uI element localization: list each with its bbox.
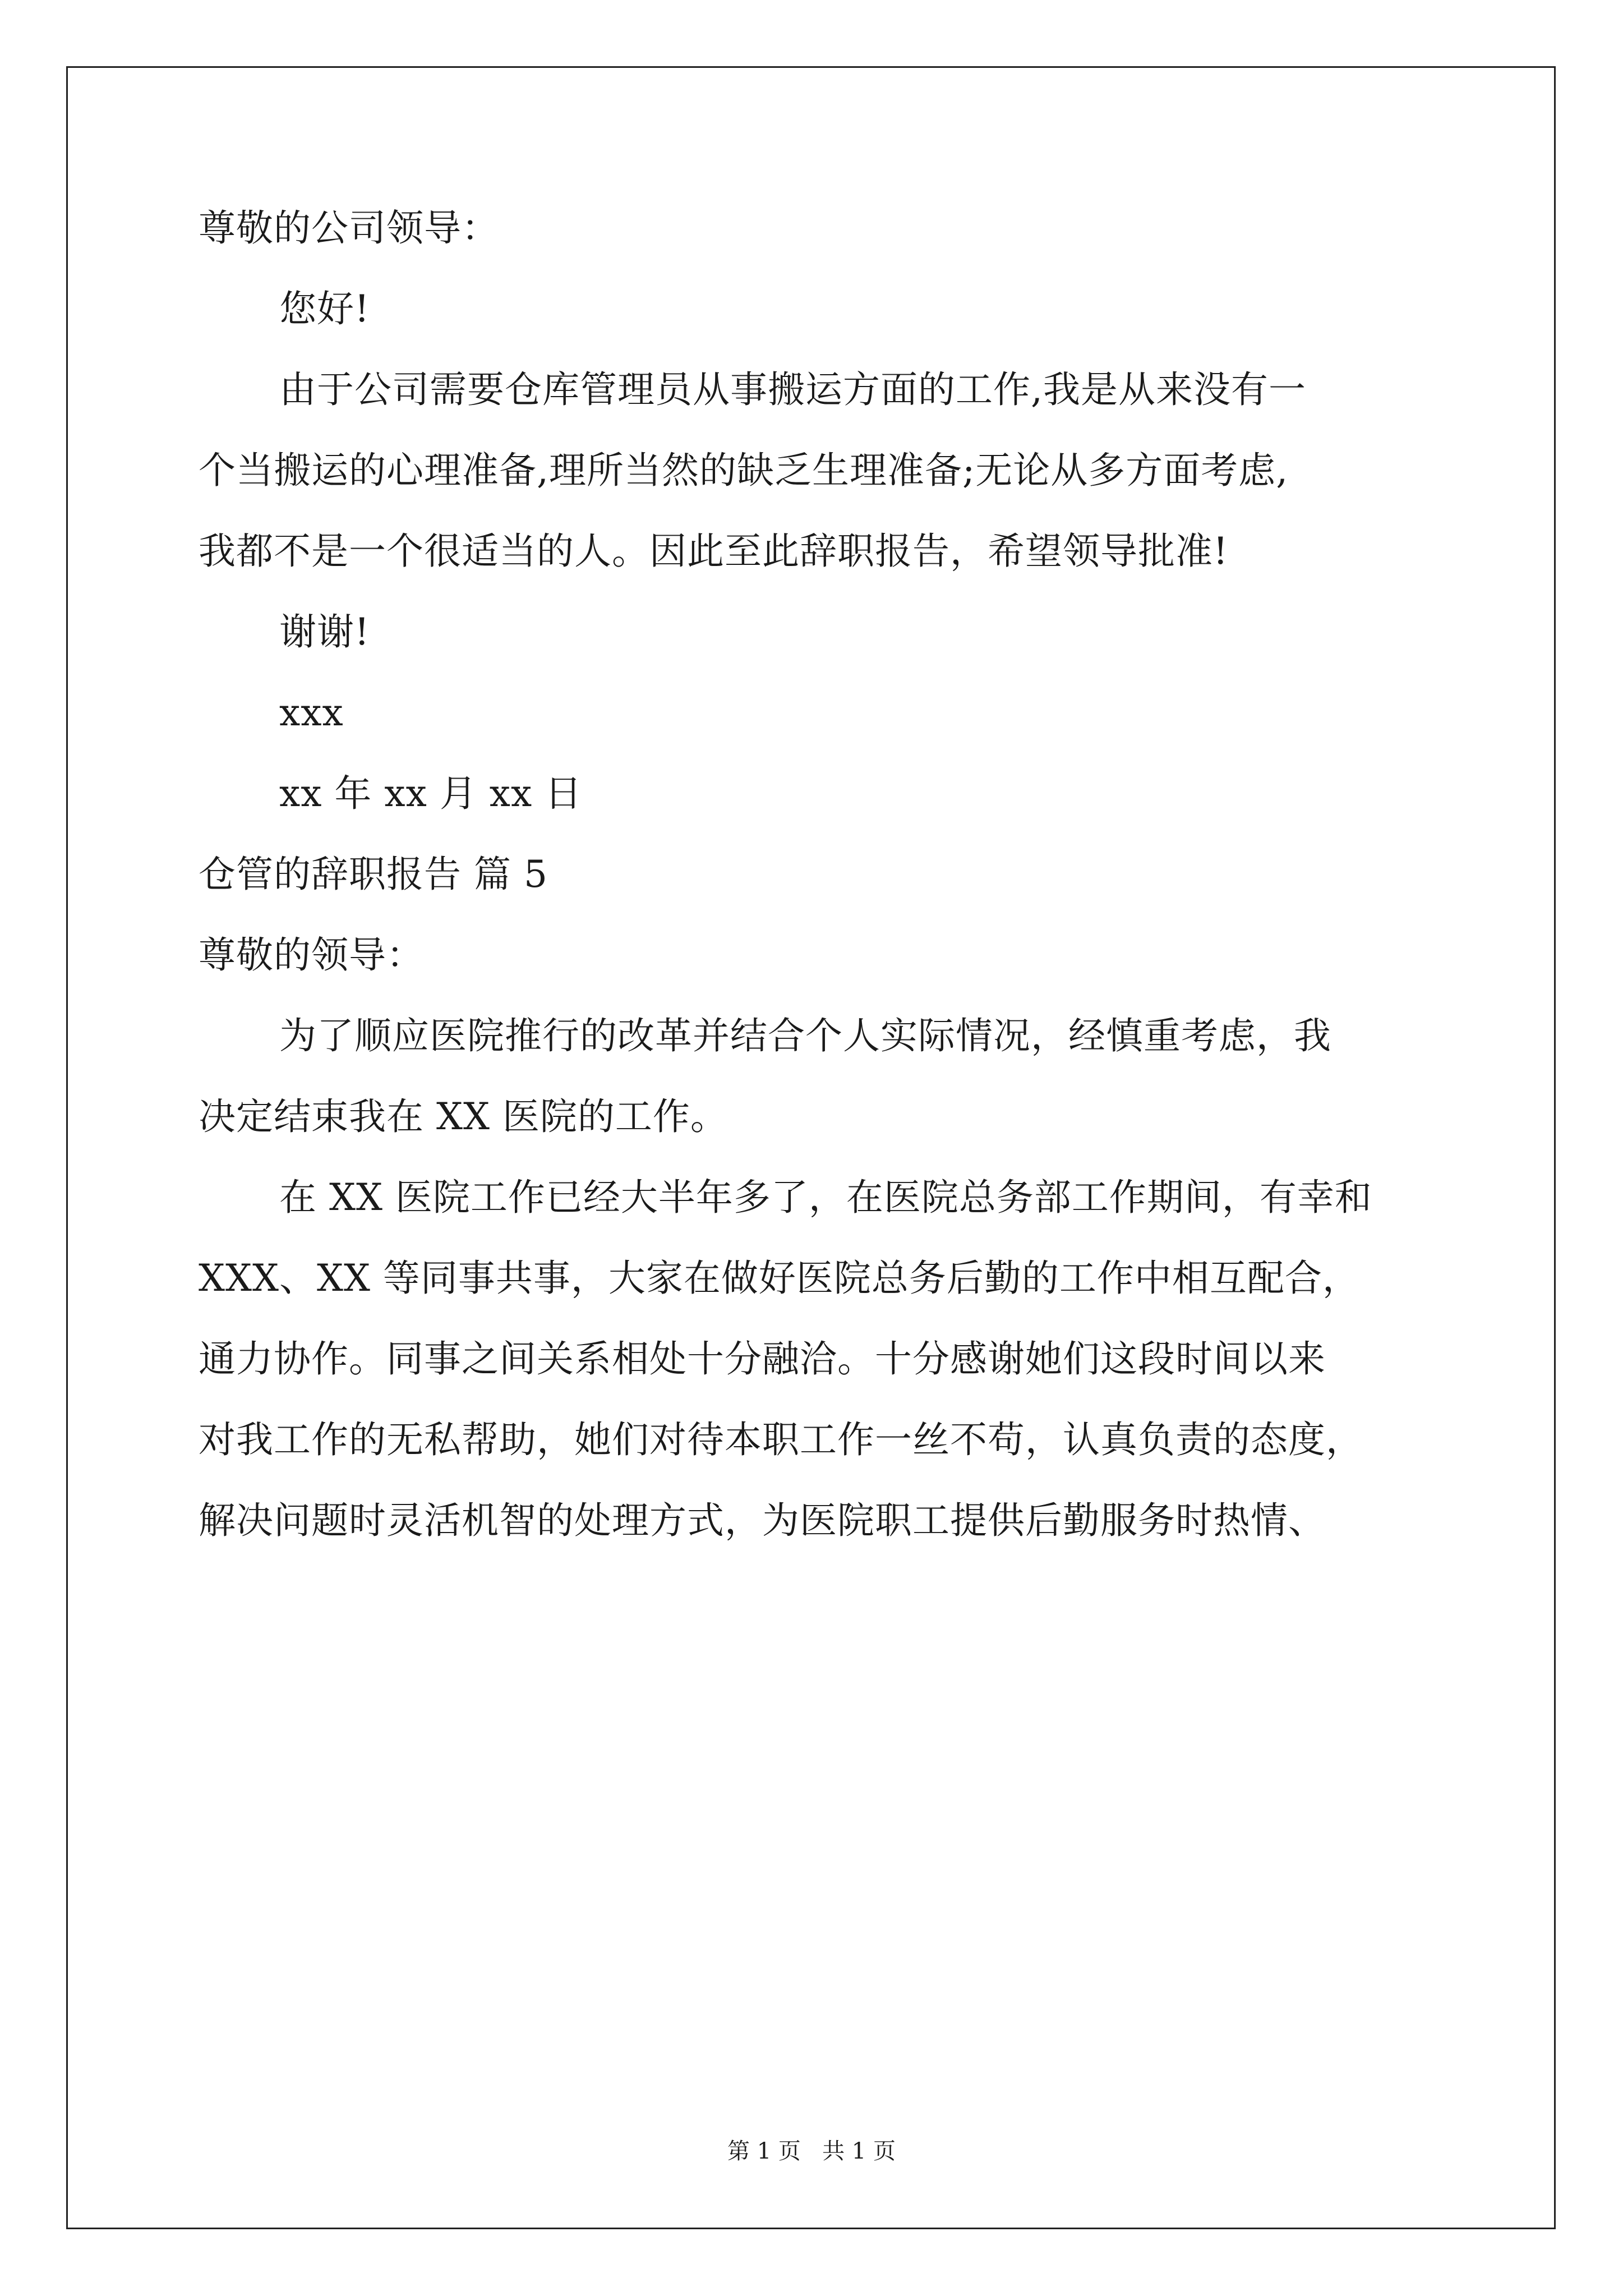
section-heading: 仓管的辞职报告 篇 5 [199,853,548,896]
salutation: 尊敬的公司领导： [199,206,499,250]
page-footer: 第 1 页 共 1 页 [727,2138,896,2164]
paragraph-line: 我都不是一个很适当的人。因此至此辞职报告，希望领导批准! [199,530,1229,573]
salutation: 尊敬的领导： [199,933,424,977]
paragraph-line: XXX、XX 等同事共事，大家在做好医院总务后勤的工作中相互配合， [199,1257,1360,1300]
paragraph-line: 为了顺应医院推行的改革并结合个人实际情况，经慎重考虑，我 [279,1014,1331,1057]
paragraph-line: 在 XX 医院工作已经大半年多了，在医院总务部工作期间，有幸和 [279,1176,1372,1219]
paragraph-line: 决定结束我在 XX 医院的工作。 [199,1095,728,1138]
paragraph-line: 解决问题时灵活机智的处理方式，为医院职工提供后勤服务时热情、 [199,1499,1326,1542]
signature-name: xxx [279,691,344,734]
paragraph-line: 由于公司需要仓库管理员从事搬运方面的工作,我是从来没有一 [279,368,1306,411]
paragraph-line: 对我工作的无私帮助，她们对待本职工作一丝不苟，认真负责的态度， [199,1418,1363,1461]
greeting: 您好! [279,287,370,330]
thanks-line: 谢谢! [279,610,370,654]
paragraph-line: 通力协作。同事之间关系相处十分融洽。十分感谢她们这段时间以来 [199,1337,1326,1381]
paragraph-line: 个当搬运的心理准备,理所当然的缺乏生理准备;无论从多方面考虑, [199,449,1289,492]
signature-date: xx 年 xx 月 xx 日 [279,772,583,815]
